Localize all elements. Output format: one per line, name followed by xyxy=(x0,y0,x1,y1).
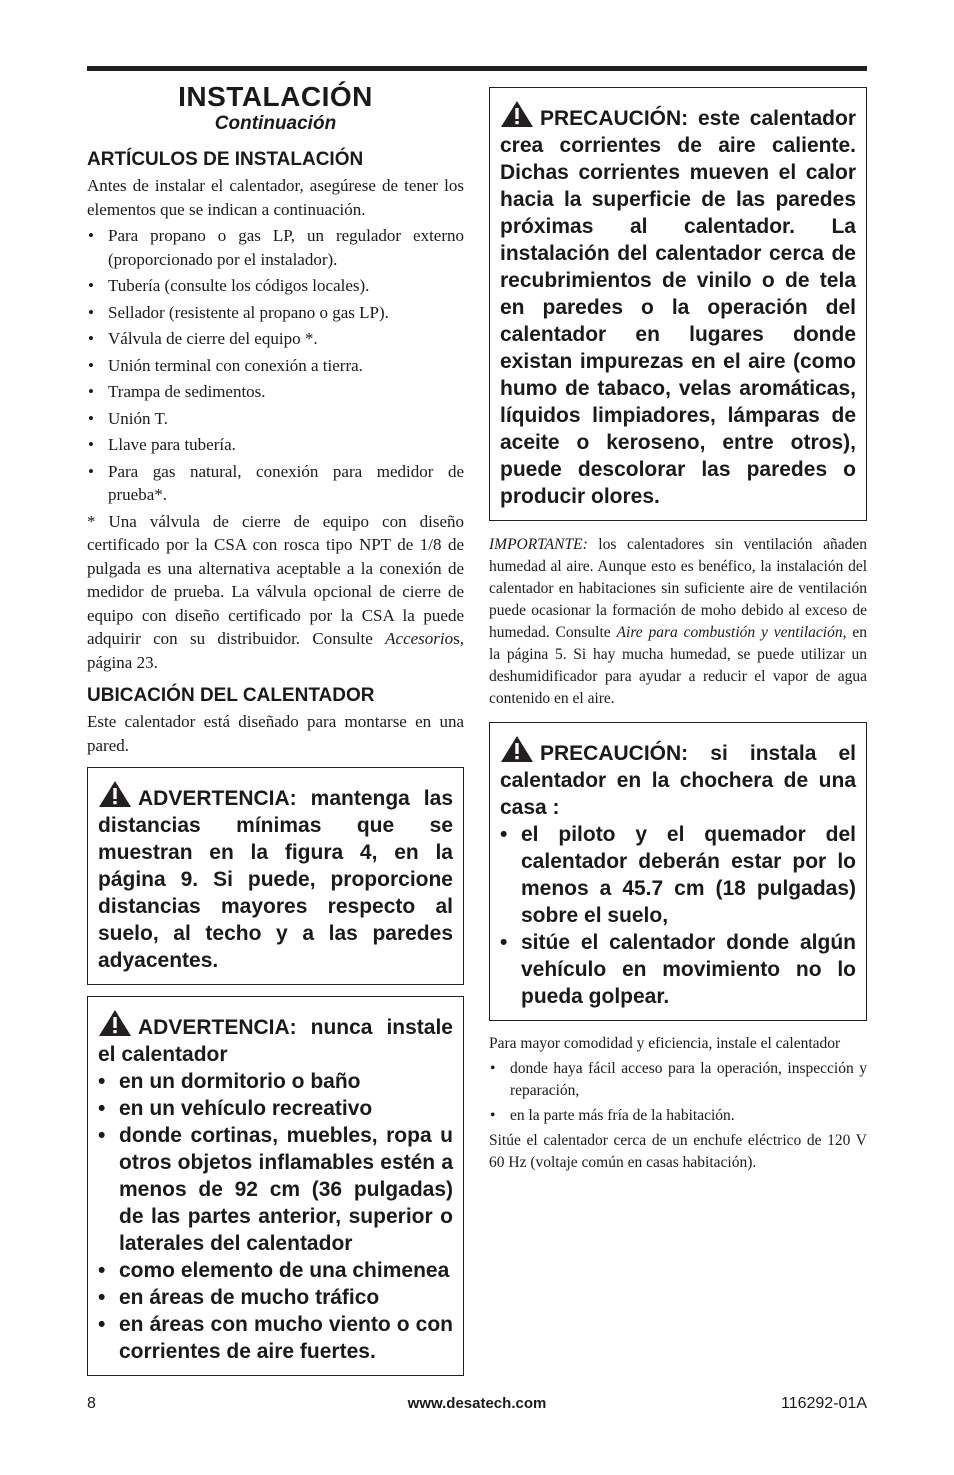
items-list xyxy=(87,224,464,507)
warning-icon xyxy=(98,780,132,808)
warning-icon xyxy=(500,735,534,763)
page-subtitle: Continuación xyxy=(214,113,337,134)
section-intro: Antes de instalar el calentador, asegúrese de tener los elementos que se indican a continuación. xyxy=(87,176,464,219)
website-url: www.desatech.com xyxy=(407,1395,547,1412)
important-reference: Aire para combustión y ventilación, xyxy=(616,624,847,641)
footnote-reference: Accesorio xyxy=(385,629,454,648)
footnote-text: * Una válvula de cierre de equipo con diseño certificado por la CSA con rosca tipo NPT de 1/8 de pulgada es una alternativa aceptable a la conexión de medidor de prueba. La válvula opcional de cierre de equipo con diseño certificado por la CSA la puede adquirir con su distribuidor. Consulte xyxy=(87,511,464,648)
footnote xyxy=(87,510,464,675)
caution-list xyxy=(500,821,856,1010)
page-footer xyxy=(87,1395,867,1419)
list-item: • Para propano o gas LP, un regulador externo (proporcionado por el instalador). xyxy=(87,224,464,271)
list-item: • en un dormitorio o baño xyxy=(98,1068,453,1095)
comfort-list xyxy=(489,1058,867,1127)
warning-list xyxy=(98,1068,453,1365)
page-title: INSTALACIÓN xyxy=(178,81,373,112)
important-note xyxy=(489,534,867,710)
warning-text: ADVERTENCIA: mantenga las distancias mínimas que se muestran en la figura 4, en la página 9. Si puede, proporcione distancias mayores respecto al suelo, al techo y a las paredes adyacentes. xyxy=(98,787,453,972)
caution-box-carport xyxy=(489,722,867,1021)
list-item: • en un vehículo recreativo xyxy=(98,1095,453,1122)
list-item: • Válvula de cierre del equipo *. xyxy=(87,327,464,351)
list-item: • Llave para tubería. xyxy=(87,433,464,457)
right-column xyxy=(489,87,867,1174)
important-text: los calentadores sin ventilación añaden humedad al aire. Aunque esto es benéfico, la instalación del calentador en habitaciones sin suficiente aire de ventilación puede ocasionar la formación de moho debido al exceso de humedad. Consulte xyxy=(489,536,867,641)
list-item: • sitúe el calentador donde algún vehículo en movimiento no lo pueda golpear. xyxy=(500,929,856,1010)
list-item: • Trampa de sedimentos. xyxy=(87,380,464,404)
list-item: • Unión terminal con conexión a tierra. xyxy=(87,354,464,378)
section-heading-articulos: ARTÍCULOS DE INSTALACIÓN xyxy=(87,149,364,170)
section-text: Este calentador está diseñado para montarse en una pared. xyxy=(87,712,464,755)
warning-icon xyxy=(500,100,534,128)
list-item: • Unión T. xyxy=(87,407,464,431)
list-item: • como elemento de una chimenea xyxy=(98,1257,453,1284)
comfort-outro: Sitúe el calentador cerca de un enchufe eléctrico de 120 V 60 Hz (voltaje común en casas habitación). xyxy=(489,1132,867,1171)
warning-icon xyxy=(98,1009,132,1037)
caution-box-air-currents xyxy=(489,87,867,521)
list-item: • donde cortinas, muebles, ropa u otros objetos inflamables estén a menos de 92 cm (36 pulgadas) de las partes anterior, superior o laterales del calentador xyxy=(98,1122,453,1257)
warning-box-never-install xyxy=(87,996,464,1376)
list-item: • Sellador (resistente al propano o gas LP). xyxy=(87,301,464,325)
warning-box-distances xyxy=(87,767,464,985)
top-rule xyxy=(87,66,867,71)
comfort-intro: Para mayor comodidad y eficiencia, instale el calentador xyxy=(489,1035,841,1052)
caution-text: PRECAUCIÓN: este calentador crea corrientes de aire caliente. Dichas corrientes mueven el calor hacia la superficie de las paredes próximas al calentador. La instalación del calentador cerca de recubrimientos de vinilo o de tela en paredes o la operación del calentador en lugares donde existan impurezas en el aire (como humo de tabaco, velas aromáticas, líquidos limpiadores, lámparas de aceite o keroseno, entre otros), puede descolorar las paredes o producir olores. xyxy=(500,107,856,508)
list-item: • donde haya fácil acceso para la operación, inspección y reparación, xyxy=(489,1058,867,1102)
document-code: 116292-01A xyxy=(781,1395,867,1412)
important-label: IMPORTANTE: xyxy=(489,536,588,553)
list-item: • el piloto y el quemador del calentador deberán estar por lo menos a 45.7 cm (18 pulgadas) sobre el suelo, xyxy=(500,821,856,929)
footnote-end: s, página 23. xyxy=(87,629,464,672)
left-column xyxy=(87,78,464,1376)
list-item: • en áreas con mucho viento o con corrientes de aire fuertes. xyxy=(98,1311,453,1365)
list-item: • Para gas natural, conexión para medidor de prueba*. xyxy=(87,460,464,507)
list-item: • Tubería (consulte los códigos locales). xyxy=(87,274,464,298)
important-text-end: en la página 5. Si hay mucha humedad, se puede utilizar un deshumidificador para ayudar a reducir el vapor de agua contenido en el aire. xyxy=(489,624,867,707)
list-item: • en áreas de mucho tráfico xyxy=(98,1284,453,1311)
caution-text: PRECAUCIÓN: si instala el calentador en la chochera de una casa : xyxy=(500,742,856,819)
warning-text: ADVERTENCIA: nunca instale el calentador xyxy=(98,1016,453,1066)
page-number: 8 xyxy=(87,1395,96,1412)
list-item: • en la parte más fría de la habitación. xyxy=(489,1105,867,1127)
section-heading-ubicacion: UBICACIÓN DEL CALENTADOR xyxy=(87,685,375,706)
